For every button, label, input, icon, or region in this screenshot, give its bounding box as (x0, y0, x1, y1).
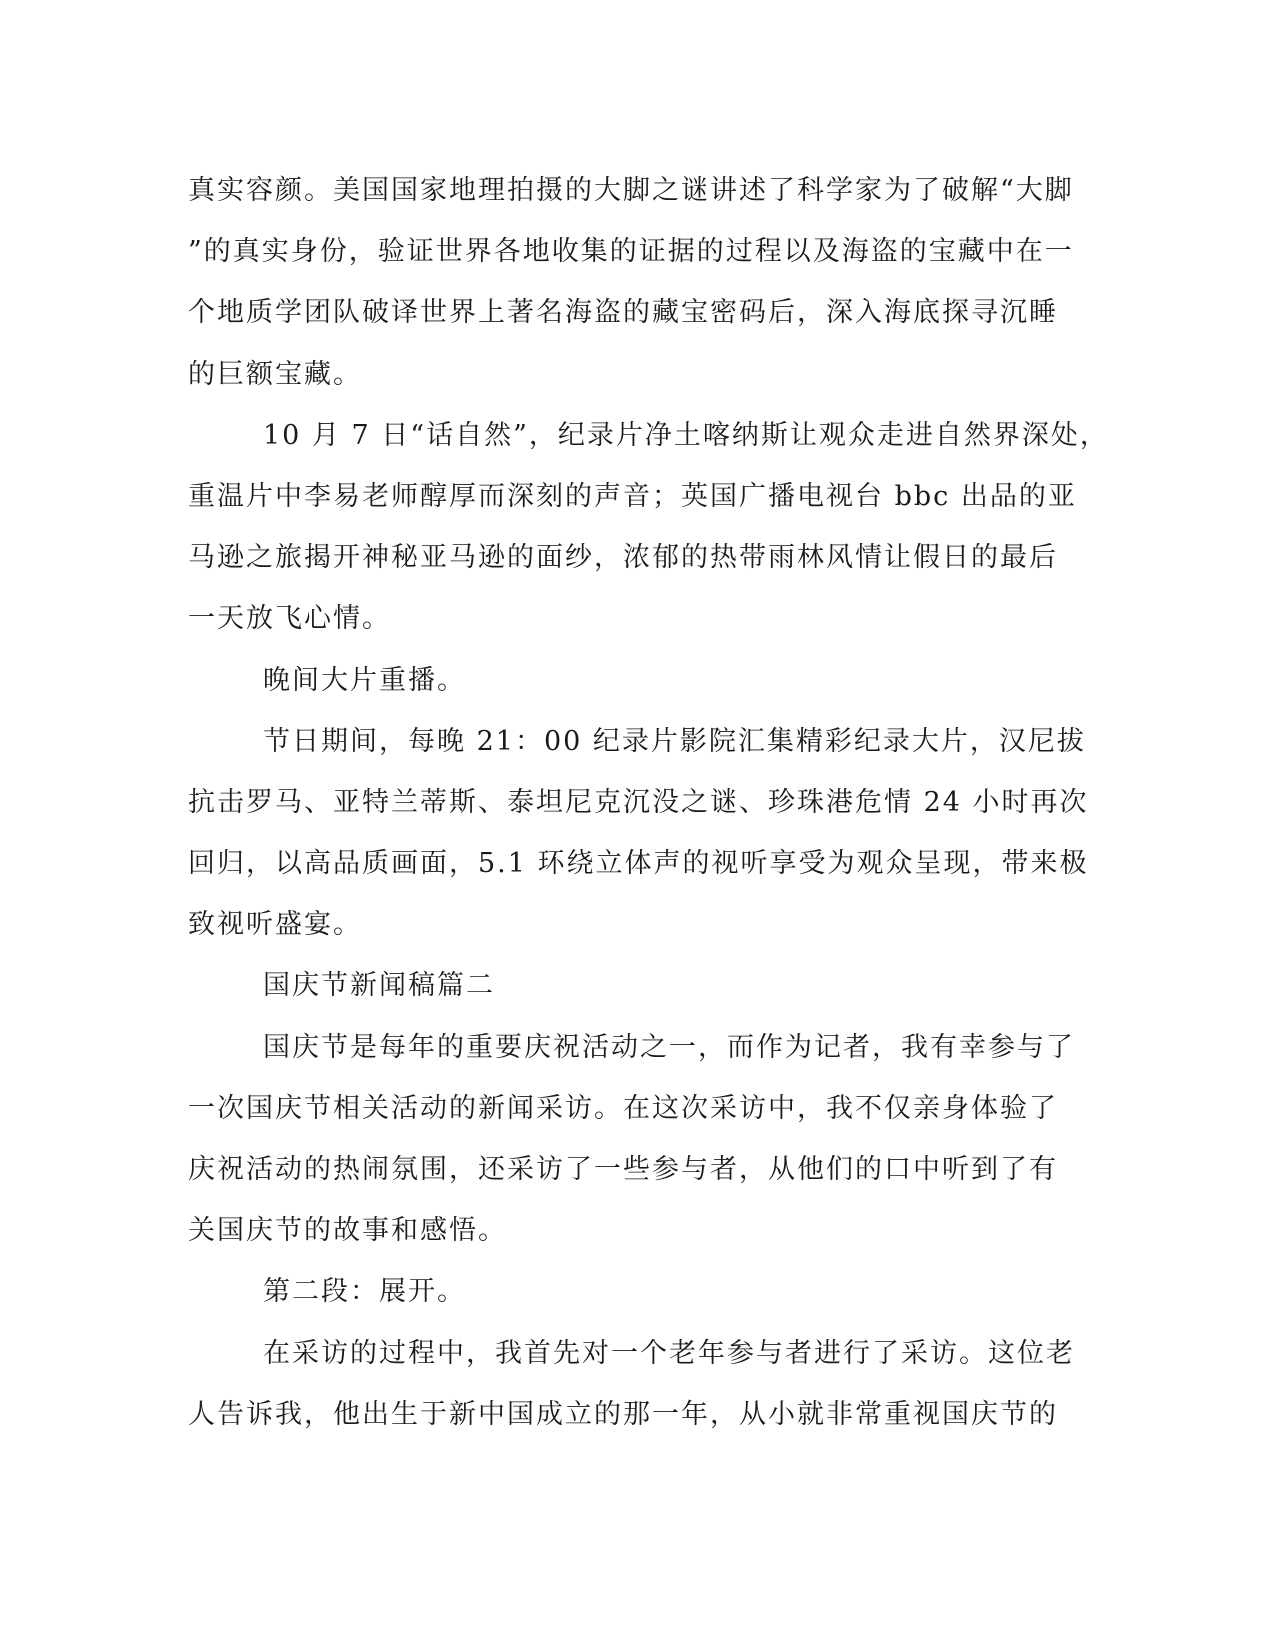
text-line: 节日期间，每晚 21：00 纪录片影院汇集精彩纪录大片，汉尼拔 (263, 725, 1086, 757)
section-heading (188, 955, 1068, 1016)
text-line: 在采访的过程中，我首先对一个老年参与者进行了采访。这位老 (263, 1337, 1075, 1369)
text-line: 抗击罗马、亚特兰蒂斯、泰坦尼克沉没之谜、珍珠港危情 24 小时再次 (188, 786, 1089, 818)
text-line: 人告诉我，他出生于新中国成立的那一年，从小就非常重视国庆节的 (188, 1398, 1058, 1430)
text-line: 晚间大片重播。 (263, 664, 466, 696)
paragraph-1 (188, 160, 1074, 405)
text-line: 国庆节是每年的重要庆祝活动之一，而作为记者，我有幸参与了 (263, 1031, 1075, 1063)
paragraph-8 (188, 1323, 1075, 1445)
paragraph-2 (188, 405, 1109, 650)
text-line: 一次国庆节相关活动的新闻采访。在这次采访中，我不仅亲身体验了 (188, 1092, 1058, 1124)
text-line: 第二段：展开。 (263, 1276, 466, 1308)
text-line: 一天放飞心情。 (188, 603, 391, 635)
text-line: 重温片中李易老师醇厚而深刻的声音；英国广播电视台 bbc 出品的亚 (188, 480, 1077, 512)
text-line: 国庆节新闻稿篇二 (263, 970, 495, 1002)
text-line: 真实容颜。美国国家地理拍摄的大脚之谜讲述了科学家为了破解“大脚 (188, 175, 1074, 206)
text-line: 庆祝活动的热闹氛围，还采访了一些参与者，从他们的口中听到了有 (188, 1154, 1058, 1185)
text-line: 回归，以高品质画面，5.1 环绕立体声的视听享受为观众呈现，带来极 (188, 848, 1089, 880)
paragraph-6 (188, 1017, 1075, 1262)
text-line: 10 月 7 日“话自然”，纪录片净土喀纳斯让观众走进自然界深处， (263, 419, 1109, 451)
text-line: 致视听盛宴。 (188, 909, 362, 941)
text-line: 的巨额宝藏。 (188, 358, 362, 390)
text-line: 马逊之旅揭开神秘亚马逊的面纱，浓郁的热带雨林风情让假日的最后 (188, 542, 1058, 574)
text-line: ”的真实身份，验证世界各地收集的证据的过程以及海盗的宝藏中在一 (188, 236, 1074, 268)
subsection-heading (188, 1261, 1068, 1322)
document-body (188, 160, 1109, 1445)
paragraph-4 (188, 711, 1089, 956)
paragraph-3 (188, 650, 1068, 711)
text-line: 个地质学团队破译世界上著名海盗的藏宝密码后，深入海底探寻沉睡 (188, 297, 1058, 329)
text-line: 关国庆节的故事和感悟。 (188, 1215, 507, 1247)
